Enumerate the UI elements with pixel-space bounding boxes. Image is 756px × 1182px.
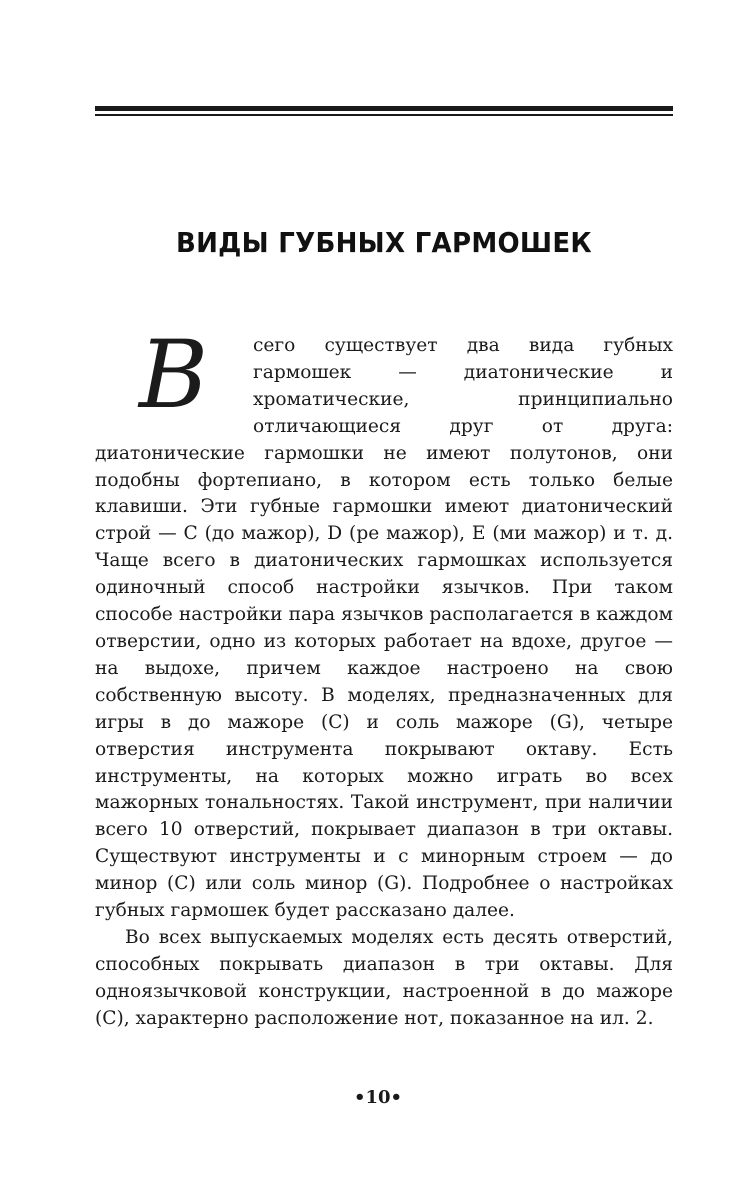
paragraph-1-text: сего существует два вида губных гармошек — диатонические и хроматические, принципиально отличающиеся друг от друга: диатонические гармошки не имеют полутонов, они подобны фортепиано, в котором есть только белые клавиши. Эти губные гармошки имеют диатонический строй — С (до мажор), D (ре мажор), Е (ми мажор) и т. д. Чаще всего в диатонических гармошках используется одиночный способ настройки язычков. При таком способе настройки пара язычков располагается в каждом отверстии, одно из которых работает на вдохе, другое — на выдохе, причем каждое настроено на свою собственную высоту. В моделях, предназначенных для игры в до мажоре (С) и соль мажоре (G), четыре отверстия инструмента покрывают октаву. Есть инструменты, на которых можно играть во всех мажорных тональностях. Такой инструмент, при наличии всего 10 отверстий, покрывает диапазон в три октавы. Существуют инструменты и с минорным строем — до минор (С) или соль минор (G). Подробнее о настройках губных гармошек будет рассказано далее. — [95, 335, 673, 922]
drop-cap: В — [139, 321, 209, 430]
paragraph-1 — [95, 321, 673, 925]
paragraph-2: Во всех выпускаемых моделях есть десять отверстий, способных покрывать диапазон в три октавы. Для одноязычковой конструкции, настроенной в до мажоре (С), характерно расположение нот, показанное на ил. 2. — [95, 926, 673, 1029]
page-number: •10• — [353, 1087, 403, 1108]
chapter-title: ВИДЫ ГУБНЫХ ГАРМОШЕК — [175, 226, 593, 259]
article-body — [95, 321, 673, 1033]
header-rule-thick — [95, 106, 673, 111]
header-rule-thin — [95, 114, 673, 116]
